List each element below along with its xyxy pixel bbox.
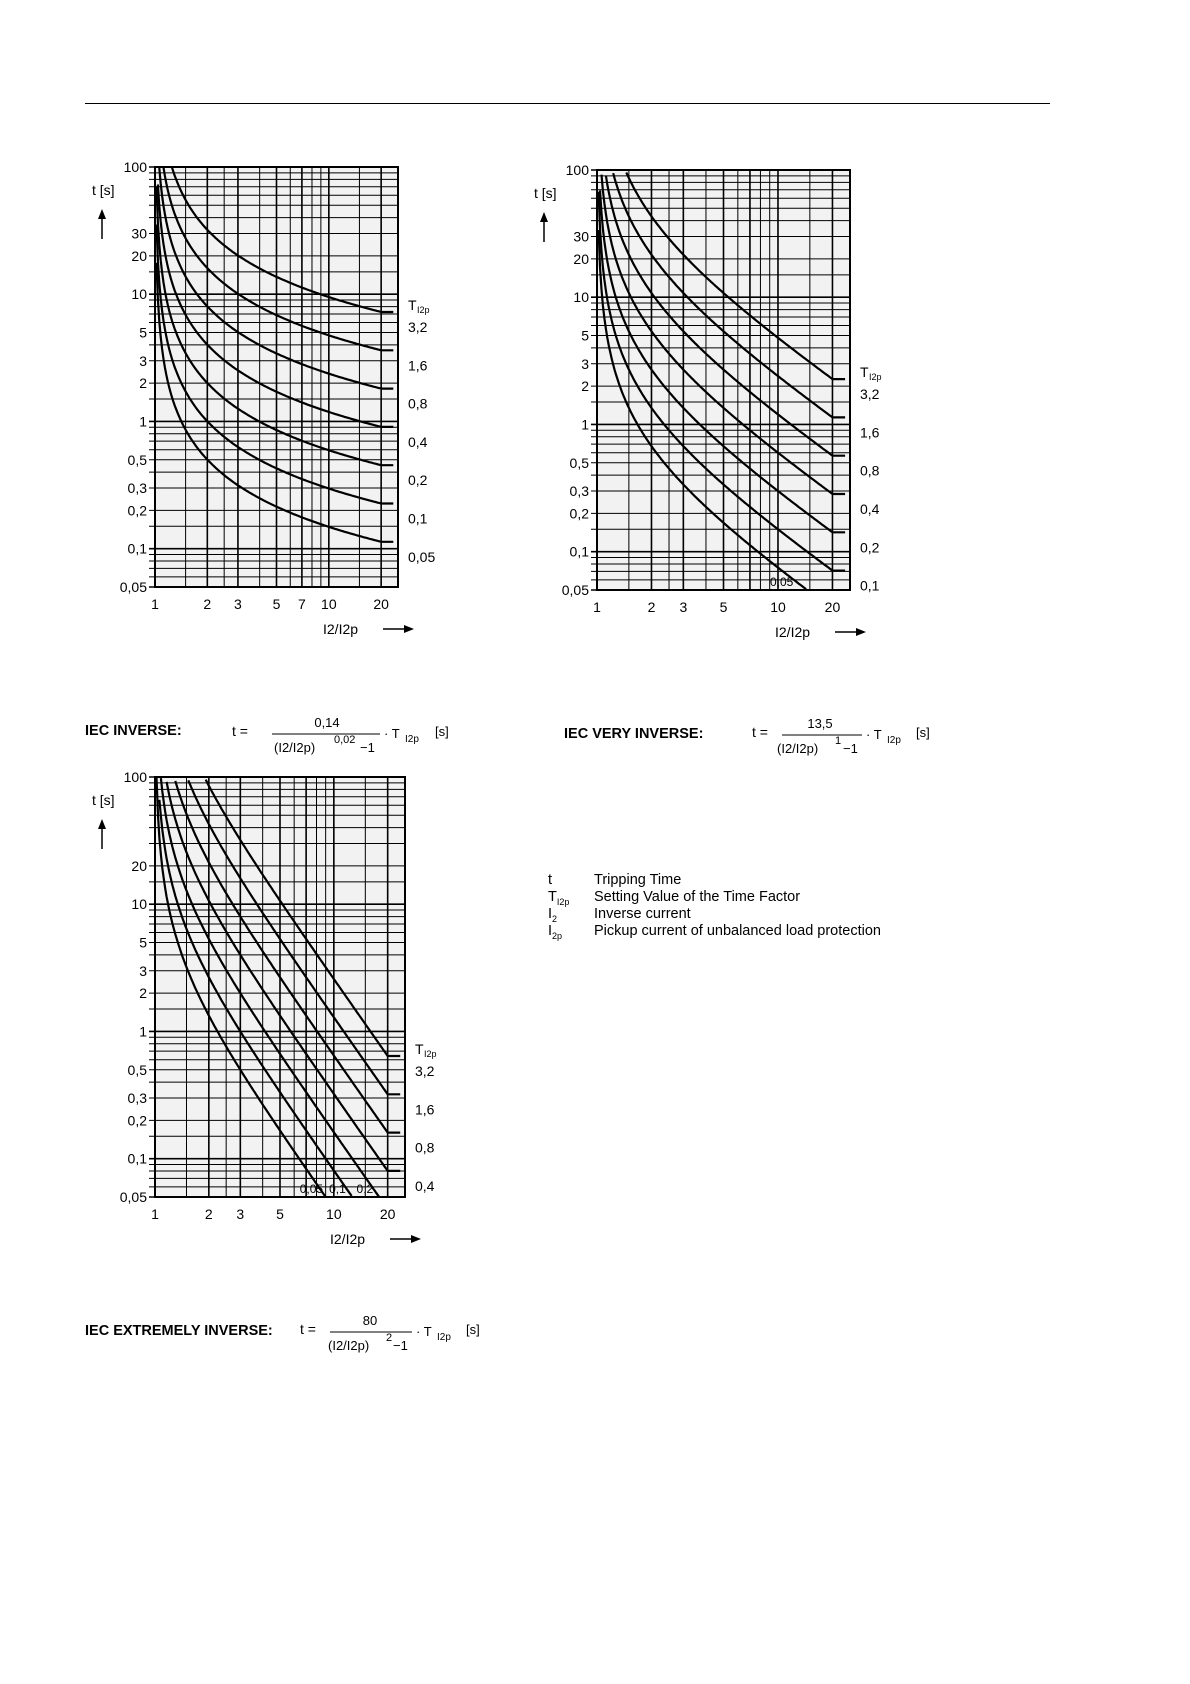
y-axis-arrowhead — [98, 819, 106, 829]
formula-minus: −1 — [393, 1338, 408, 1353]
y-axis-arrowhead — [98, 209, 106, 219]
x-axis-label: I2/I2p — [330, 1231, 366, 1247]
series-label-inline: 0,05 — [299, 1182, 324, 1196]
series-label-inline: 0,1 — [329, 1182, 346, 1196]
formula-denominator: (I2/I2p) — [328, 1338, 370, 1353]
y-axis-arrowhead — [540, 212, 548, 222]
formula-exponent: 2 — [386, 1332, 393, 1344]
y-tick-label: 1 — [581, 416, 589, 433]
y-tick-label: 1 — [139, 1023, 147, 1040]
y-tick-label: 0,05 — [119, 579, 147, 595]
series-label: 0,2 — [860, 539, 880, 556]
formula-exponent: 0,02 — [334, 734, 356, 746]
y-tick-label: 5 — [139, 324, 147, 341]
y-tick-label: 5 — [581, 327, 589, 344]
x-axis-arrowhead — [404, 625, 414, 633]
x-tick-label: 20 — [379, 1206, 396, 1222]
series-label: 0,05 — [408, 548, 436, 565]
y-tick-label: 2 — [139, 375, 147, 392]
formula-denominator: (I2/I2p) — [777, 741, 819, 756]
series-label-inline: 0,2 — [356, 1182, 374, 1196]
series-label: 3,2 — [860, 386, 880, 403]
y-tick-label: 0,05 — [561, 582, 589, 598]
formula-factor: · T — [416, 1324, 432, 1339]
formula-factor-sub: I2p — [887, 735, 901, 746]
y-tick-label: 0,2 — [127, 502, 147, 519]
series-label: 0,4 — [860, 500, 880, 517]
legend-symbol: $I_2$ — [548, 906, 558, 924]
series-legend-title-sub: I2p — [417, 304, 430, 315]
formula-very-svg — [752, 713, 952, 761]
series-legend-title: T — [415, 1040, 424, 1057]
formula-t: t = — [300, 1321, 316, 1337]
y-tick-label: 2 — [581, 378, 589, 395]
legend-symbol: $T_{I2p}$ — [548, 889, 570, 907]
formula-extreme — [85, 1322, 273, 1339]
y-tick-label: 0,1 — [569, 543, 589, 560]
x-axis-arrowhead — [411, 1235, 421, 1243]
formula-factor-sub: I2p — [437, 1332, 451, 1343]
formula-exponent: 1 — [835, 735, 842, 747]
formula-factor-sub: I2p — [405, 734, 419, 745]
series-legend-title-sub: I2p — [424, 1048, 437, 1059]
y-tick-label: 3 — [581, 355, 589, 372]
legend-description: Tripping Time — [594, 872, 682, 888]
iec-inverse-chart — [80, 159, 500, 685]
formula-extreme-eq — [300, 1310, 490, 1361]
formula-denominator: (I2/I2p) — [274, 740, 316, 755]
series-label: 3,2 — [408, 318, 428, 335]
formula-inverse — [85, 722, 182, 739]
legend-description: Setting Value of the Time Factor — [594, 889, 801, 905]
formula-label: IEC VERY INVERSE: — [564, 726, 704, 742]
y-tick-label: 0,3 — [569, 482, 589, 499]
series-label: 0,4 — [408, 433, 428, 450]
x-tick-label: 3 — [234, 596, 242, 612]
series-label: 1,6 — [860, 424, 880, 441]
formula-numerator: 13,5 — [807, 716, 833, 731]
iec-very-inverse-chart — [534, 162, 980, 685]
y-tick-label: 5 — [139, 934, 147, 951]
x-axis-label: I2/I2p — [775, 624, 811, 640]
y-tick-label: 30 — [573, 228, 589, 245]
formula-factor: · T — [866, 727, 882, 742]
y-tick-label: 0,3 — [127, 479, 147, 496]
series-label: 0,1 — [860, 577, 880, 594]
formula-very — [564, 725, 703, 742]
series-label-inline: 0,05 — [770, 575, 794, 589]
legend-description: Inverse current — [594, 906, 691, 922]
formula-very-eq — [752, 713, 952, 764]
series-label: 0,2 — [408, 472, 428, 489]
formula-label: IEC EXTREMELY INVERSE: — [85, 1323, 273, 1339]
formula-extreme-svg — [300, 1310, 490, 1358]
series-label: 1,6 — [415, 1101, 435, 1118]
y-tick-label: 10 — [131, 896, 147, 913]
x-tick-label: 10 — [321, 596, 337, 612]
x-tick-label: 20 — [824, 599, 841, 615]
legend-symbol: t — [548, 872, 553, 888]
x-tick-label: 10 — [770, 599, 786, 615]
y-tick-label: 1 — [139, 413, 147, 430]
y-tick-label: 0,5 — [127, 1061, 147, 1078]
y-tick-label: 0,2 — [569, 505, 589, 522]
formula-unit: [s] — [466, 1322, 480, 1337]
y-tick-label: 0,05 — [119, 1189, 147, 1205]
y-tick-label: 20 — [573, 250, 589, 267]
x-axis-arrowhead — [856, 628, 866, 636]
y-tick-label: 2 — [139, 985, 147, 1002]
y-tick-label: 0,5 — [127, 451, 147, 468]
x-tick-label: 5 — [276, 1206, 284, 1222]
formula-minus: −1 — [360, 740, 375, 755]
x-tick-label: 5 — [272, 596, 281, 612]
y-axis-label: t [s] — [92, 182, 115, 198]
y-tick-label: 10 — [573, 289, 589, 306]
formula-unit: [s] — [435, 724, 449, 739]
x-tick-label: 20 — [373, 596, 389, 612]
y-tick-label: 3 — [139, 352, 147, 369]
formula-factor: · T — [384, 726, 400, 741]
formula-inverse-svg — [232, 712, 452, 760]
series-legend-title: T — [860, 364, 869, 381]
x-tick-label: 1 — [151, 596, 159, 612]
y-tick-label: 100 — [123, 159, 147, 175]
x-tick-label: 2 — [204, 1206, 213, 1222]
x-tick-label: 5 — [719, 599, 728, 615]
series-label: 0,8 — [860, 462, 880, 479]
x-tick-label: 2 — [647, 599, 656, 615]
y-tick-label: 3 — [139, 962, 147, 979]
series-label: 0,8 — [415, 1139, 435, 1156]
y-axis-label: t [s] — [92, 792, 115, 808]
x-tick-label: 3 — [236, 1206, 245, 1222]
x-tick-label: 1 — [151, 1206, 159, 1222]
series-label: 3,2 — [415, 1062, 435, 1079]
series-label: 0,4 — [415, 1177, 435, 1194]
y-tick-label: 30 — [131, 225, 147, 242]
y-tick-label: 0,1 — [127, 540, 147, 557]
y-tick-label: 0,2 — [127, 1112, 147, 1129]
y-tick-label: 0,5 — [569, 454, 589, 471]
formula-t: t = — [752, 724, 768, 740]
y-tick-label: 10 — [131, 286, 147, 303]
legend-symbol: $I_{2p}$ — [548, 923, 563, 941]
y-tick-label: 20 — [131, 247, 147, 264]
y-tick-label: 0,1 — [127, 1150, 147, 1167]
series-legend-title: T — [408, 296, 417, 313]
header-rule — [85, 103, 1050, 104]
formula-minus: −1 — [843, 741, 858, 756]
legend-description: Pickup current of unbalanced load protection — [594, 923, 881, 939]
y-axis-label: t [s] — [534, 185, 557, 201]
x-tick-label: 2 — [203, 596, 212, 612]
formula-numerator: 0,14 — [314, 715, 340, 730]
x-tick-label: 10 — [326, 1206, 342, 1222]
x-tick-label: 1 — [593, 599, 601, 615]
y-tick-label: 0,3 — [127, 1089, 147, 1106]
x-axis-label: I2/I2p — [323, 621, 359, 637]
series-label: 0,8 — [408, 395, 428, 412]
formula-numerator: 80 — [362, 1313, 378, 1328]
x-tick-label: 7 — [298, 596, 306, 612]
y-tick-label: 100 — [123, 769, 147, 785]
iec-extremely-inverse-chart — [80, 769, 500, 1295]
formula-unit: [s] — [916, 725, 930, 740]
series-label: 1,6 — [408, 357, 428, 374]
y-tick-label: 20 — [131, 857, 147, 874]
x-tick-label: 3 — [679, 599, 688, 615]
formula-t: t = — [232, 723, 248, 739]
formula-label: IEC INVERSE: — [85, 723, 182, 739]
series-legend-title-sub: I2p — [869, 372, 882, 383]
formula-inverse-eq — [232, 712, 452, 763]
series-label: 0,1 — [408, 510, 428, 527]
y-tick-label: 100 — [565, 162, 589, 178]
